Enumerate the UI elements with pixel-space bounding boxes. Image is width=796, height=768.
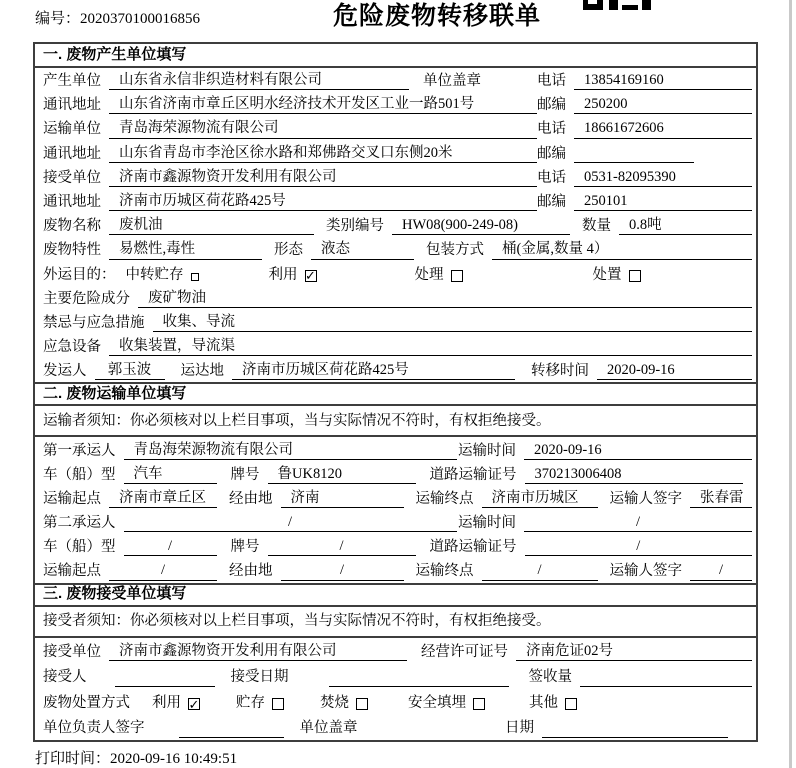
transporter-phone-value: 18661672606 [574, 119, 752, 138]
disposal-row [35, 689, 756, 715]
checkbox-treat[interactable] [451, 270, 463, 282]
vehicle-type-value: 汽车 [124, 465, 217, 484]
accept-unit-label: 接受单位 [43, 643, 101, 660]
license-value: 济南危证02号 [516, 642, 752, 661]
route-end-label: 运输终点 [415, 490, 474, 507]
address-label: 通讯地址 [43, 97, 101, 114]
transporter-label: 运输单位 [43, 121, 101, 138]
section2-header: 二. 废物运输单位填写 [35, 382, 756, 406]
responsible-sign-blank-field [179, 737, 284, 738]
equipment-label: 应急设备 [43, 339, 101, 356]
producer-phone-value: 13854169160 [574, 71, 752, 90]
producer-zip-value: 250200 [574, 95, 752, 114]
transfer-time-value: 2020-09-16 [597, 361, 752, 380]
equipment-value: 收集装置，导流渠 [109, 337, 752, 356]
quantity-value: 0.8吨 [619, 216, 752, 235]
producer-address-row [35, 92, 756, 116]
route-end-label: 运输终点 [415, 563, 474, 580]
plate-label: 牌号 [230, 539, 260, 556]
carrier2-label: 第二承运人 [43, 515, 116, 532]
waste-attr-value: 易燃性,毒性 [109, 240, 262, 259]
vehicle-type-label: 车（船）型 [43, 539, 116, 556]
transfer-form [33, 42, 758, 742]
purpose-option-use: 利用 ✓ [268, 266, 316, 284]
purpose-option-dispose: 处置 [593, 266, 641, 284]
date-blank-field [542, 737, 728, 738]
transporter-address-value: 山东省青岛市李沧区徐水路和郑佛路交叉口东侧20米 [109, 144, 537, 163]
receiver-phone-value: 0531-82095390 [574, 168, 752, 187]
section3-header: 三. 废物接受单位填写 [35, 583, 756, 607]
receiver-label: 接受单位 [43, 169, 101, 186]
plate2-blank-field: / [268, 537, 416, 556]
vehicle1-row [35, 462, 756, 486]
acceptor-blank-field [115, 686, 215, 687]
transporter-value: 青岛海荣源物流有限公司 [109, 119, 537, 138]
transport-time-value: 2020-09-16 [524, 441, 752, 460]
receiver-zip-value: 250101 [574, 192, 752, 211]
carrier-sign-label: 运输人签字 [609, 490, 682, 507]
responsible-sign-label: 单位负责人签字 [43, 720, 145, 737]
unit-seal-label: 单位盖章 [299, 720, 358, 737]
purpose-option-treat: 处理 [415, 266, 463, 284]
shipper-row [35, 358, 756, 382]
carrier2-row [35, 510, 756, 534]
route-via-label: 经由地 [229, 490, 273, 507]
acceptor-label: 接受人 [43, 669, 87, 686]
taboo-value: 收集、导流 [153, 313, 753, 332]
waste-attr-label: 废物特性 [43, 242, 101, 259]
taboo-row [35, 310, 756, 334]
destination-value: 济南市历城区荷花路425号 [232, 361, 515, 380]
disposal-option-other: 其他 [529, 694, 577, 712]
taboo-label: 禁忌与应急措施 [43, 314, 145, 331]
transport-time-label: 运输时间 [458, 515, 516, 532]
receiver-value: 济南市鑫源物资开发利用有限公司 [109, 168, 537, 187]
qr-code-icon [583, 0, 653, 10]
form-value: 液态 [311, 240, 414, 259]
vehicle-type-label: 车（船）型 [43, 466, 116, 483]
disposal-option-landfill: 安全填埋 [408, 694, 485, 712]
phone-label: 电话 [537, 169, 566, 186]
checkbox-disposal-store[interactable] [272, 698, 284, 710]
route1-row [35, 486, 756, 510]
purpose-label: 外运目的： [43, 266, 116, 283]
route-start2-blank-field: / [109, 561, 217, 580]
accept-unit-value: 济南市鑫源物资开发利用有限公司 [109, 642, 407, 661]
waste-code-value: HW08(900-249-08) [392, 216, 570, 235]
accept-unit-row [35, 638, 756, 664]
waste-name-value: 废机油 [109, 216, 314, 235]
route-start-label: 运输起点 [43, 490, 101, 507]
acceptor-row [35, 663, 756, 689]
route-via-value: 济南 [281, 489, 404, 508]
print-time-value: 2020-09-16 10:49:51 [110, 751, 238, 767]
shipper-value: 郭玉波 [95, 361, 165, 380]
waste-name-row [35, 213, 756, 237]
equipment-row [35, 334, 756, 358]
transfer-time-label: 转移时间 [531, 363, 589, 380]
producer-label: 产生单位 [43, 73, 101, 90]
print-time-label: 打印时间： [35, 751, 111, 767]
section1-header: 一. 废物产生单位填写 [35, 44, 756, 68]
seal-label: 单位盖章 [423, 73, 481, 90]
road-permit-label: 道路运输证号 [429, 539, 517, 556]
route-end2-blank-field: / [482, 561, 598, 580]
transporter-row [35, 116, 756, 140]
page-right-edge [789, 0, 792, 768]
sign-qty-blank-field [580, 686, 752, 687]
disposal-label: 废物处置方式 [43, 694, 130, 711]
receiver-row [35, 165, 756, 189]
accept-date-blank-field [329, 686, 509, 687]
vehicle-type2-blank-field: / [124, 537, 217, 556]
carrier-sign-label: 运输人签字 [609, 563, 682, 580]
destination-label: 运达地 [180, 363, 224, 380]
zip-label: 邮编 [537, 97, 566, 114]
purpose-option-transfer: 中转贮存 [126, 266, 199, 284]
disposal-option-use: 利用 ✓ [152, 694, 200, 712]
route-via2-blank-field: / [281, 561, 404, 580]
route-start-label: 运输起点 [43, 563, 101, 580]
zip-label: 邮编 [537, 194, 566, 210]
waste-name-label: 废物名称 [43, 218, 101, 235]
waste-code-label: 类别编号 [326, 218, 384, 235]
plate-label: 牌号 [230, 466, 260, 483]
carrier-sign2-blank-field: / [690, 561, 752, 580]
checkbox-transfer-storage[interactable] [191, 273, 199, 281]
checkbox-disposal-other[interactable] [565, 698, 577, 710]
route2-row [35, 558, 756, 582]
route-via-label: 经由地 [229, 563, 273, 580]
date-label: 日期 [505, 720, 534, 737]
transporter-zip-blank-field [574, 162, 694, 163]
carrier1-label: 第一承运人 [43, 442, 116, 459]
shipper-label: 发运人 [43, 363, 87, 380]
pack-value: 桶(金属,数量 4） [492, 240, 752, 259]
plate-value: 鲁UK8120 [268, 465, 416, 484]
receiver-address-row [35, 189, 756, 213]
transport-time2-blank-field: / [524, 513, 752, 532]
producer-value: 山东省永信非织造材料有限公司 [109, 71, 409, 90]
carrier-sign-value: 张春雷 [690, 489, 752, 508]
quantity-label: 数量 [582, 218, 611, 235]
disposal-option-incinerate: 焚烧 [320, 694, 368, 712]
disposal-option-store: 贮存 [236, 694, 284, 712]
address-label: 通讯地址 [43, 194, 101, 210]
phone-label: 电话 [537, 121, 566, 138]
checkbox-use[interactable]: ✓ [305, 268, 316, 284]
carrier2-blank-field: / [124, 513, 457, 532]
waste-attr-row [35, 237, 756, 261]
road-permit-label: 道路运输证号 [429, 466, 517, 483]
route-end-value: 济南市历城区 [482, 489, 598, 508]
transporter-notice: 运输者须知：你必须核对以上栏目事项，当与实际情况不符时，有权拒绝接受。 [35, 406, 756, 437]
pack-label: 包装方式 [426, 242, 484, 259]
receiver-notice: 接受者须知：你必须核对以上栏目事项，当与实际情况不符时，有权拒绝接受。 [35, 607, 756, 638]
transport-time-label: 运输时间 [458, 442, 516, 459]
road-permit-value: 370213006408 [525, 465, 743, 484]
print-time [35, 750, 237, 768]
address-label: 通讯地址 [43, 145, 101, 162]
checkbox-disposal-use[interactable]: ✓ [188, 696, 200, 712]
checkbox-disposal-incinerate[interactable] [356, 698, 368, 710]
signature-row [35, 714, 756, 740]
route-start-value: 济南市章丘区 [109, 489, 217, 508]
serial-label: 编号： [35, 11, 81, 27]
vehicle2-row [35, 534, 756, 558]
producer-address-value: 山东省济南市章丘区明水经济技术开发区工业一路501号 [109, 95, 537, 114]
carrier1-row [35, 437, 756, 461]
hazard-row [35, 286, 756, 310]
page-title: 危险废物转移联单 [332, 2, 541, 30]
accept-date-label: 接受日期 [230, 669, 289, 686]
phone-label: 电话 [537, 73, 566, 90]
checkbox-disposal-landfill[interactable] [473, 698, 485, 710]
serial-value: 2020370100016856 [80, 11, 201, 27]
hazard-value: 废矿物油 [138, 289, 752, 308]
carrier1-value: 青岛海荣源物流有限公司 [124, 441, 457, 460]
zip-label: 邮编 [537, 145, 566, 162]
form-label: 形态 [274, 242, 303, 259]
purpose-row [35, 262, 756, 286]
transporter-address-row [35, 141, 756, 165]
license-label: 经营许可证号 [421, 643, 508, 660]
checkbox-dispose[interactable] [629, 270, 641, 282]
hazard-label: 主要危险成分 [43, 290, 130, 307]
road-permit2-blank-field: / [525, 537, 753, 556]
receiver-address-value: 济南市历城区荷花路425号 [109, 192, 537, 211]
producer-row [35, 68, 756, 92]
sign-qty-label: 签收量 [528, 669, 572, 686]
